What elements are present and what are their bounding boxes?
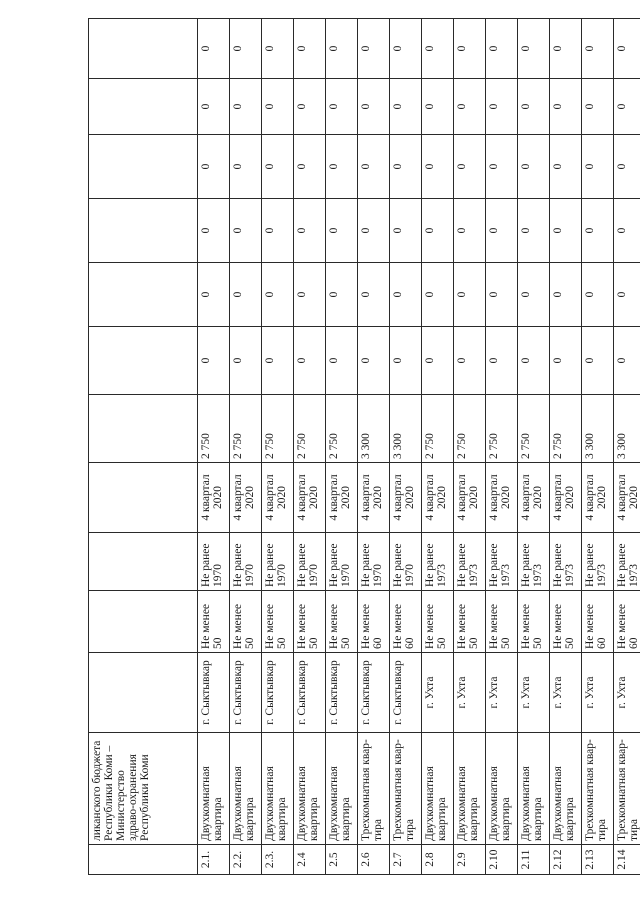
area-cell: Не менее 60	[614, 591, 640, 653]
price-cell: 2 750	[262, 395, 294, 463]
value-cell-6: 0	[486, 19, 518, 79]
value-cell-2: 0	[390, 263, 422, 327]
table-row	[326, 19, 358, 875]
value-cell-3: 0	[550, 199, 582, 263]
value-cell-4: 0	[326, 135, 358, 199]
area-cell: Не менее 50	[454, 591, 486, 653]
area-cell: Не менее 50	[422, 591, 454, 653]
city-cell: г. Ухта	[614, 653, 640, 733]
header-year-cell	[89, 533, 198, 591]
city-cell: г. Ухта	[422, 653, 454, 733]
row-number-cell: 2.7	[390, 845, 422, 875]
value-cell-2: 0	[198, 263, 230, 327]
apartment-type-cell: Двухкомнатная квартира	[198, 733, 230, 845]
value-cell-3: 0	[358, 199, 390, 263]
price-cell: 2 750	[198, 395, 230, 463]
price-cell: 2 750	[230, 395, 262, 463]
price-cell: 2 750	[454, 395, 486, 463]
table-row	[422, 19, 454, 875]
value-cell-5: 0	[550, 79, 582, 135]
value-cell-6: 0	[358, 19, 390, 79]
row-number-cell: 2.2.	[230, 845, 262, 875]
apartment-type-cell: Двухкомнатная квартира	[518, 733, 550, 845]
row-number-cell: 2.6	[358, 845, 390, 875]
value-cell-2: 0	[454, 263, 486, 327]
price-cell: 3 300	[614, 395, 640, 463]
table-row	[358, 19, 390, 875]
value-cell-4: 0	[486, 135, 518, 199]
header-area-cell	[89, 591, 198, 653]
apartment-type-cell: Двухкомнатная квартира	[486, 733, 518, 845]
value-cell-5: 0	[454, 79, 486, 135]
city-cell: г. Ухта	[582, 653, 614, 733]
value-cell-1: 0	[550, 327, 582, 395]
value-cell-2: 0	[486, 263, 518, 327]
header-deadline-cell	[89, 463, 198, 533]
value-cell-5: 0	[486, 79, 518, 135]
value-cell-6: 0	[422, 19, 454, 79]
deadline-cell: 4 квартал 2020	[198, 463, 230, 533]
value-cell-2: 0	[550, 263, 582, 327]
build-year-cell: Не ранее 1973	[614, 533, 640, 591]
value-cell-2: 0	[230, 263, 262, 327]
header-city-cell	[89, 653, 198, 733]
apartment-type-cell: Двухкомнатная квартира	[550, 733, 582, 845]
value-cell-3: 0	[614, 199, 640, 263]
area-cell: Не менее 50	[550, 591, 582, 653]
value-cell-3: 0	[390, 199, 422, 263]
price-cell: 3 300	[582, 395, 614, 463]
apartment-type-cell: Двухкомнатная квартира	[422, 733, 454, 845]
value-cell-5: 0	[198, 79, 230, 135]
value-cell-4: 0	[294, 135, 326, 199]
value-cell-5: 0	[614, 79, 640, 135]
area-cell: Не менее 50	[326, 591, 358, 653]
city-cell: г. Сыктывкар	[294, 653, 326, 733]
deadline-cell: 4 квартал 2020	[390, 463, 422, 533]
build-year-cell: Не ранее 1970	[294, 533, 326, 591]
value-cell-6: 0	[518, 19, 550, 79]
value-cell-1: 0	[486, 327, 518, 395]
value-cell-3: 0	[454, 199, 486, 263]
value-cell-4: 0	[582, 135, 614, 199]
row-number-cell: 2.13	[582, 845, 614, 875]
value-cell-3: 0	[262, 199, 294, 263]
city-cell: г. Ухта	[486, 653, 518, 733]
build-year-cell: Не ранее 1973	[582, 533, 614, 591]
row-number-cell: 2.8	[422, 845, 454, 875]
price-cell: 3 300	[390, 395, 422, 463]
value-cell-4: 0	[358, 135, 390, 199]
header-price-cell	[89, 395, 198, 463]
build-year-cell: Не ранее 1973	[486, 533, 518, 591]
build-year-cell: Не ранее 1970	[326, 533, 358, 591]
value-cell-4: 0	[230, 135, 262, 199]
deadline-cell: 4 квартал 2020	[454, 463, 486, 533]
city-cell: г. Ухта	[550, 653, 582, 733]
deadline-cell: 4 квартал 2020	[358, 463, 390, 533]
row-number-cell: 2.11	[518, 845, 550, 875]
value-cell-5: 0	[230, 79, 262, 135]
value-cell-6: 0	[198, 19, 230, 79]
area-cell: Не менее 60	[582, 591, 614, 653]
deadline-cell: 4 квартал 2020	[518, 463, 550, 533]
apartment-type-cell: Двухкомнатная квартира	[454, 733, 486, 845]
value-cell-4: 0	[454, 135, 486, 199]
value-cell-4: 0	[390, 135, 422, 199]
build-year-cell: Не ранее 1970	[230, 533, 262, 591]
city-cell: г. Сыктывкар	[230, 653, 262, 733]
value-cell-1: 0	[294, 327, 326, 395]
apartment-type-cell: Двухкомнатная квартира	[326, 733, 358, 845]
deadline-cell: 4 квартал 2020	[230, 463, 262, 533]
value-cell-5: 0	[518, 79, 550, 135]
value-cell-1: 0	[358, 327, 390, 395]
value-cell-1: 0	[614, 327, 640, 395]
city-cell: г. Ухта	[454, 653, 486, 733]
row-number-cell: 2.5	[326, 845, 358, 875]
area-cell: Не менее 50	[486, 591, 518, 653]
value-cell-2: 0	[518, 263, 550, 327]
header-num-cell	[89, 845, 198, 875]
value-cell-6: 0	[582, 19, 614, 79]
value-cell-2: 0	[358, 263, 390, 327]
value-cell-6: 0	[390, 19, 422, 79]
value-cell-1: 0	[582, 327, 614, 395]
value-cell-5: 0	[262, 79, 294, 135]
row-number-cell: 2.4	[294, 845, 326, 875]
build-year-cell: Не ранее 1973	[518, 533, 550, 591]
table-body	[89, 19, 640, 875]
value-cell-3: 0	[326, 199, 358, 263]
header-value-cell-6	[89, 19, 198, 79]
build-year-cell: Не ранее 1970	[358, 533, 390, 591]
value-cell-5: 0	[326, 79, 358, 135]
table-row	[614, 19, 640, 875]
apartment-type-cell: Двухкомнатная квартира	[262, 733, 294, 845]
value-cell-2: 0	[614, 263, 640, 327]
deadline-cell: 4 квартал 2020	[582, 463, 614, 533]
city-cell: г. Сыктывкар	[262, 653, 294, 733]
table-row	[486, 19, 518, 875]
value-cell-5: 0	[422, 79, 454, 135]
value-cell-3: 0	[582, 199, 614, 263]
header-value-cell-3	[89, 199, 198, 263]
price-cell: 2 750	[486, 395, 518, 463]
header-name-cell: ликанского бюджета Республики Коми – Министерство здраво-охранения Республики Коми	[89, 733, 198, 845]
value-cell-5: 0	[294, 79, 326, 135]
value-cell-5: 0	[582, 79, 614, 135]
value-cell-1: 0	[326, 327, 358, 395]
row-number-cell: 2.10	[486, 845, 518, 875]
header-value-cell-1	[89, 327, 198, 395]
row-number-cell: 2.3.	[262, 845, 294, 875]
value-cell-5: 0	[390, 79, 422, 135]
price-cell: 2 750	[326, 395, 358, 463]
city-cell: г. Сыктывкар	[358, 653, 390, 733]
apartment-type-cell: Трехкомнатная квар-тира	[358, 733, 390, 845]
area-cell: Не менее 50	[198, 591, 230, 653]
build-year-cell: Не ранее 1970	[390, 533, 422, 591]
deadline-cell: 4 квартал 2020	[294, 463, 326, 533]
value-cell-6: 0	[550, 19, 582, 79]
apartment-type-cell: Трехкомнатная квар-тира	[582, 733, 614, 845]
table-row	[294, 19, 326, 875]
value-cell-6: 0	[262, 19, 294, 79]
value-cell-5: 0	[358, 79, 390, 135]
deadline-cell: 4 квартал 2020	[262, 463, 294, 533]
area-cell: Не менее 50	[294, 591, 326, 653]
price-cell: 2 750	[294, 395, 326, 463]
value-cell-6: 0	[614, 19, 640, 79]
table-header-row	[89, 19, 198, 875]
value-cell-6: 0	[454, 19, 486, 79]
rotated-document-page	[88, 19, 640, 875]
apartment-type-cell: Двухкомнатная квартира	[230, 733, 262, 845]
price-cell: 3 300	[358, 395, 390, 463]
city-cell: г. Сыктывкар	[390, 653, 422, 733]
value-cell-1: 0	[518, 327, 550, 395]
build-year-cell: Не ранее 1973	[550, 533, 582, 591]
apartment-type-cell: Трехкомнатная квар-тира	[390, 733, 422, 845]
value-cell-1: 0	[422, 327, 454, 395]
city-cell: г. Сыктывкар	[198, 653, 230, 733]
table-row	[550, 19, 582, 875]
price-cell: 2 750	[550, 395, 582, 463]
value-cell-6: 0	[326, 19, 358, 79]
row-number-cell: 2.14	[614, 845, 640, 875]
deadline-cell: 4 квартал 2020	[486, 463, 518, 533]
apartment-type-cell: Трехкомнатная квар-тира	[614, 733, 640, 845]
city-cell: г. Сыктывкар	[326, 653, 358, 733]
value-cell-2: 0	[326, 263, 358, 327]
table-row	[262, 19, 294, 875]
value-cell-3: 0	[294, 199, 326, 263]
table-row	[198, 19, 230, 875]
build-year-cell: Не ранее 1970	[198, 533, 230, 591]
header-value-cell-5	[89, 79, 198, 135]
price-cell: 2 750	[422, 395, 454, 463]
row-number-cell: 2.9	[454, 845, 486, 875]
area-cell: Не менее 50	[230, 591, 262, 653]
deadline-cell: 4 квартал 2020	[614, 463, 640, 533]
housing-purchase-table	[88, 18, 640, 875]
table-row	[390, 19, 422, 875]
area-cell: Не менее 60	[390, 591, 422, 653]
value-cell-4: 0	[518, 135, 550, 199]
header-value-cell-4	[89, 135, 198, 199]
value-cell-3: 0	[198, 199, 230, 263]
value-cell-3: 0	[422, 199, 454, 263]
value-cell-3: 0	[486, 199, 518, 263]
value-cell-4: 0	[422, 135, 454, 199]
value-cell-4: 0	[198, 135, 230, 199]
value-cell-2: 0	[262, 263, 294, 327]
deadline-cell: 4 квартал 2020	[422, 463, 454, 533]
area-cell: Не менее 50	[518, 591, 550, 653]
value-cell-3: 0	[230, 199, 262, 263]
table-row	[582, 19, 614, 875]
value-cell-6: 0	[294, 19, 326, 79]
row-number-cell: 2.12	[550, 845, 582, 875]
build-year-cell: Не ранее 1973	[422, 533, 454, 591]
value-cell-1: 0	[230, 327, 262, 395]
deadline-cell: 4 квартал 2020	[326, 463, 358, 533]
table-row	[518, 19, 550, 875]
value-cell-2: 0	[294, 263, 326, 327]
deadline-cell: 4 квартал 2020	[550, 463, 582, 533]
table-row	[230, 19, 262, 875]
value-cell-2: 0	[422, 263, 454, 327]
area-cell: Не менее 50	[262, 591, 294, 653]
apartment-type-cell: Двухкомнатная квартира	[294, 733, 326, 845]
area-cell: Не менее 60	[358, 591, 390, 653]
price-cell: 2 750	[518, 395, 550, 463]
city-cell: г. Ухта	[518, 653, 550, 733]
value-cell-4: 0	[614, 135, 640, 199]
header-value-cell-2	[89, 263, 198, 327]
value-cell-2: 0	[582, 263, 614, 327]
row-number-cell: 2.1.	[198, 845, 230, 875]
value-cell-4: 0	[550, 135, 582, 199]
value-cell-3: 0	[518, 199, 550, 263]
value-cell-1: 0	[454, 327, 486, 395]
build-year-cell: Не ранее 1973	[454, 533, 486, 591]
build-year-cell: Не ранее 1970	[262, 533, 294, 591]
value-cell-1: 0	[390, 327, 422, 395]
value-cell-6: 0	[230, 19, 262, 79]
value-cell-4: 0	[262, 135, 294, 199]
value-cell-1: 0	[198, 327, 230, 395]
value-cell-1: 0	[262, 327, 294, 395]
table-row	[454, 19, 486, 875]
